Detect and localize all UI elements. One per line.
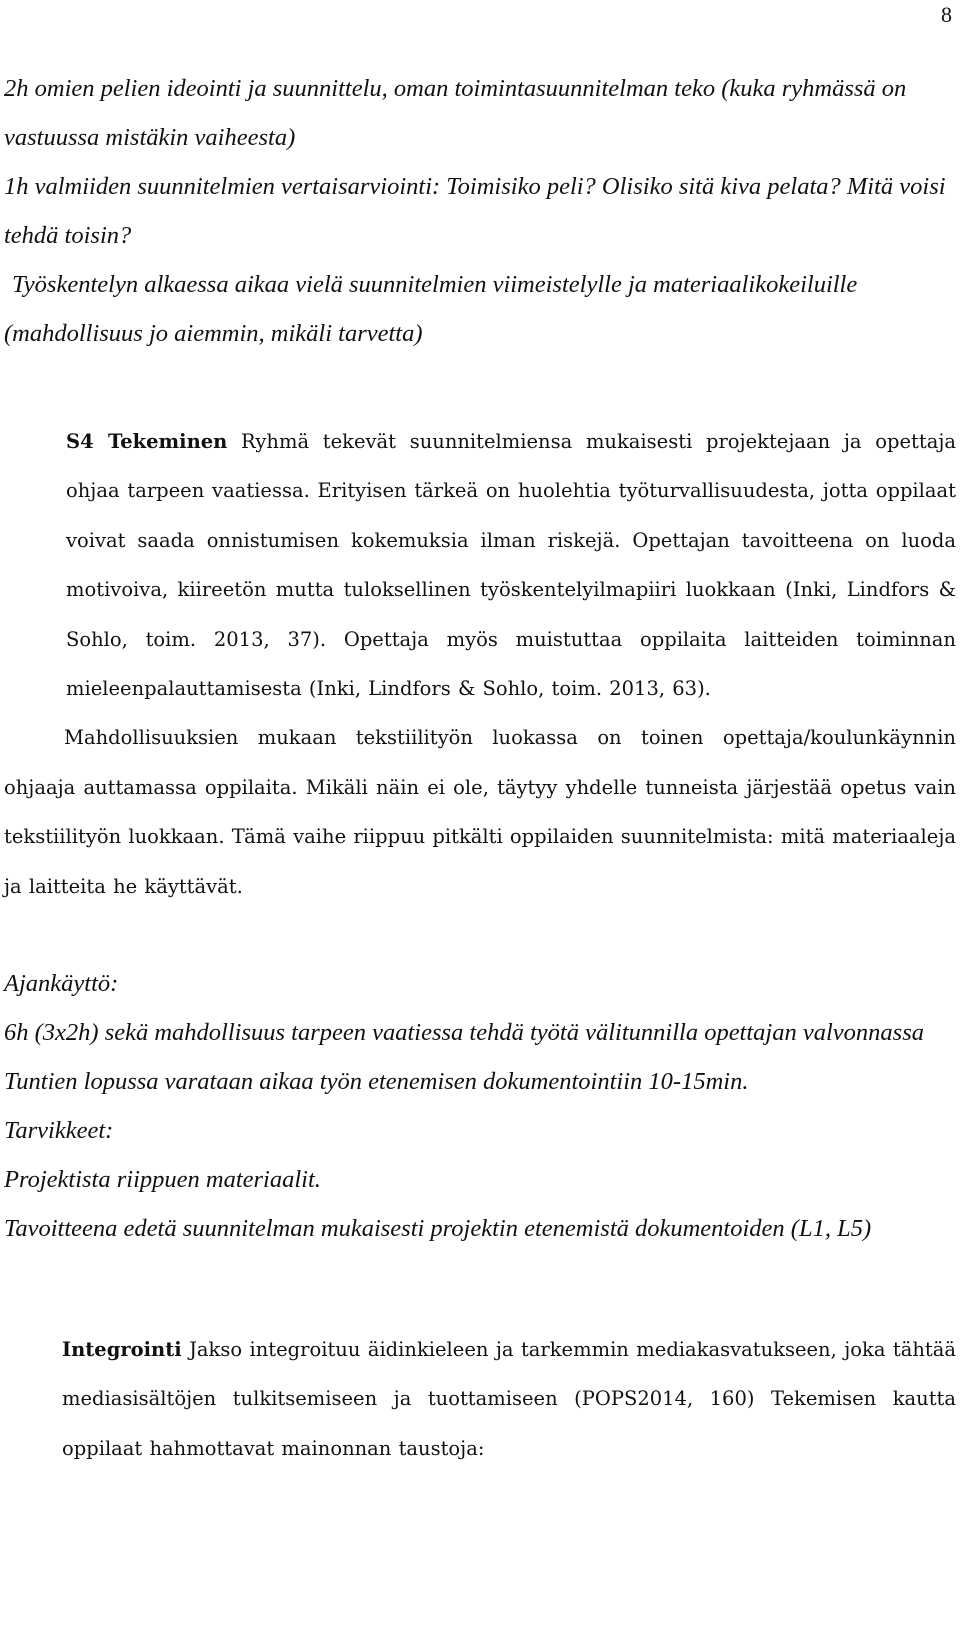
s4-paragraph <box>4 417 956 713</box>
time-line-documentation: Tuntien lopussa varataan aikaa työn etenemisen dokumentointiin 10-15min. <box>4 1068 749 1096</box>
intro-section <box>4 64 956 358</box>
document-body <box>4 64 956 1473</box>
supplies-label: Tarvikkeet: <box>4 1117 114 1145</box>
intro-line-finishing: Työskentelyn alkaessa aikaa vielä suunnitelmien viimeistelylle ja materiaalikokeiluille (mahdollisuus jo aiemmin, mikäli tarvetta) <box>4 271 858 347</box>
goal-text: Tavoitteena edetä suunnitelman mukaisesti projektin etenemistä dokumentoiden (L1, L5) <box>4 1215 872 1243</box>
s4-heading: S4 Tekeminen <box>66 430 228 453</box>
s4-text: Ryhmä tekevät suunnitelmiensa mukaisesti projektejaan ja opettaja ohjaa tarpeen vaatiessa. Erityisen tärkeä on huolehtia työturvallisuudesta, jotta oppilaat voivat saada onnistumisen kokemuksia ilman riskejä. Opettajan tavoitteena on luoda motivoiva, kiireetön mutta tuloksellinen työskentelyilmapiiri luokkaan (Inki, Lindfors & Sohlo, toim. 2013, 37). Opettaja myös muistuttaa oppilaita laitteiden toiminnan mieleenpalauttamisesta (Inki, Lindfors & Sohlo, toim. 2013, 63). <box>66 430 956 701</box>
s4-section <box>4 417 956 911</box>
supplies-text: Projektista riippuen materiaalit. <box>4 1166 321 1194</box>
integration-text: Jakso integroituu äidinkieleen ja tarkemmin mediakasvatukseen, joka tähtää mediasisältöjen tulkitsemiseen ja tuottamiseen (POPS2014, 160) Tekemisen kautta oppilaat hahmottavat mainonnan taustoja: <box>62 1338 956 1460</box>
intro-line-peer-review: 1h valmiiden suunnitelmien vertaisarviointi: Toimisiko peli? Olisiko sitä kiva pelata? Mitä voisi tehdä toisin? <box>4 173 946 249</box>
integration-paragraph <box>4 1325 956 1473</box>
intro-line-ideation: 2h omien pelien ideointi ja suunnittelu, oman toimintasuunnitelman teko (kuka ryhmässä on vastuussa mistäkin vaiheesta) <box>4 75 907 151</box>
details-section <box>4 959 956 1253</box>
page-number: 8 <box>941 2 952 27</box>
time-label: Ajankäyttö: <box>4 970 119 998</box>
integration-section <box>4 1325 956 1473</box>
time-line-hours: 6h (3x2h) sekä mahdollisuus tarpeen vaatiessa tehdä työtä välitunnilla opettajan valvonnassa <box>4 1019 924 1047</box>
s4-paragraph-2: Mahdollisuuksien mukaan tekstiilityön luokassa on toinen opettaja/koulunkäynnin ohjaaja auttamassa oppilaita. Mikäli näin ei ole, täytyy yhdelle tunneista järjestää opetus vain tekstiilityön luokkaan. Tämä vaihe riippuu pitkälti oppilaiden suunnitelmista: mitä materiaaleja ja laitteita he käyttävät. <box>4 726 956 898</box>
integration-heading: Integrointi <box>62 1338 182 1362</box>
